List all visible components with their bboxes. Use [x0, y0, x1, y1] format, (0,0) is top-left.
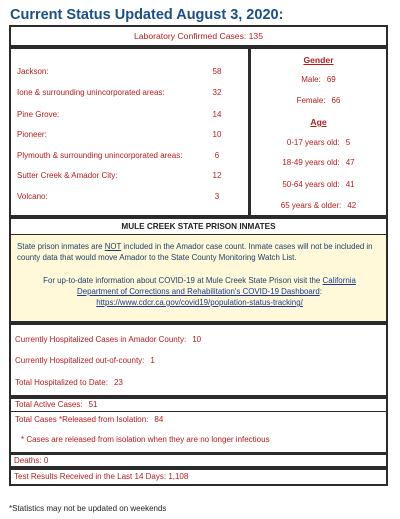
prison-not-emphasis: NOT [104, 242, 122, 251]
released-row [15, 415, 163, 424]
prison-info-colon: : [319, 287, 322, 296]
hospital-label: Total Hospitalized to Date: [15, 378, 108, 387]
hospital-row [15, 335, 201, 344]
age-row [251, 201, 386, 210]
age-label: 18-49 years old: [282, 158, 340, 167]
gender-label: Male: [301, 75, 321, 84]
hospital-value: 23 [113, 378, 123, 387]
gender-row [251, 96, 386, 105]
gender-heading: Gender [303, 55, 334, 65]
tests-label: Test Results Received in the Last 14 Days: [14, 472, 167, 481]
footnote: *Statistics may not be updated on weekends [9, 504, 167, 513]
age-value: 47 [345, 158, 355, 167]
gender-label: Female: [296, 96, 326, 105]
area-value: 3 [214, 192, 220, 201]
age-label: 0-17 years old: [286, 138, 340, 147]
area-row [17, 129, 247, 141]
age-row [251, 138, 386, 147]
active-label: Total Active Cases: [15, 400, 83, 409]
area-value: 32 [212, 88, 222, 97]
age-heading: Age [310, 117, 327, 127]
lab-confirmed-cases [9, 25, 388, 47]
divider [11, 411, 386, 412]
prison-info-text: For up-to-date information about COVID-19 at Mule Creek State Prison visit the [43, 276, 323, 285]
area-label: Pine Grove: [17, 110, 60, 119]
tests-row [9, 468, 388, 486]
area-row [17, 191, 247, 203]
prison-heading: MULE CREEK STATE PRISON INMATES [11, 219, 386, 235]
area-value: 10 [212, 130, 222, 139]
prison-note-text: State prison inmates are [17, 242, 105, 251]
active-value: 51 [88, 400, 98, 409]
demographics-panel [249, 47, 388, 217]
gender-row [251, 75, 386, 84]
tests-value: 1,108 [168, 472, 189, 481]
age-value: 42 [347, 201, 357, 210]
hospital-row [15, 378, 123, 387]
released-label: Total Cases *Released from Isolation: [15, 415, 149, 424]
released-value: 84 [154, 415, 164, 424]
age-label: 50-64 years old: [282, 180, 340, 189]
area-label: Ione & surrounding unincorporated areas: [17, 88, 165, 97]
age-row [251, 158, 386, 167]
area-row [17, 66, 247, 78]
area-label: Volcano: [17, 192, 48, 201]
age-row [251, 180, 386, 189]
hospital-label: Currently Hospitalized out-of-county: [15, 356, 145, 365]
area-value: 12 [212, 171, 222, 180]
hospital-value: 1 [150, 356, 155, 365]
age-label: 65 years & older: [280, 201, 342, 210]
area-label: Pioneer: [17, 130, 47, 139]
lab-label: Laboratory Confirmed Cases: [134, 31, 247, 41]
lab-value: 135 [248, 31, 263, 41]
area-value: 14 [212, 110, 222, 119]
prison-info-paragraph [23, 275, 376, 308]
hospital-value: 10 [192, 335, 202, 344]
deaths-value: 0 [43, 456, 49, 465]
hospitalization-section [9, 323, 388, 397]
gender-value: 66 [331, 96, 341, 105]
cdcr-url-link[interactable]: https://www.cdcr.ca.gov/covid19/population-status-tracking/ [96, 298, 303, 307]
area-value: 58 [212, 67, 222, 76]
area-value: 6 [214, 151, 220, 160]
active-cases-row [15, 400, 98, 409]
area-row [17, 170, 247, 182]
area-row [17, 150, 247, 162]
prison-exclusion-note [17, 241, 382, 263]
area-row [17, 109, 247, 121]
area-label: Jackson: [17, 67, 49, 76]
page-title: Current Status Updated August 3, 2020: [10, 7, 284, 23]
prison-note-text-cont: included in the Amador case count. Inmate cases will not be included in county data that would move Amador to the State County Monitoring Watch List. [17, 242, 373, 262]
released-note: * Cases are released from isolation when they are no longer infectious [21, 435, 270, 444]
deaths-row [9, 453, 388, 468]
prison-inmates-section [9, 217, 388, 323]
area-cases-table [9, 47, 250, 217]
cdcr-dashboard-link[interactable]: California Department of Corrections and Rehabilitation's COVID-19 Dashboard [77, 276, 356, 296]
area-row [17, 87, 247, 99]
hospital-label: Currently Hospitalized Cases in Amador County: [15, 335, 187, 344]
deaths-label: Deaths: [14, 456, 42, 465]
area-label: Sutter Creek & Amador City: [17, 171, 118, 180]
gender-value: 69 [326, 75, 336, 84]
area-label: Plymouth & surrounding unincorporated areas: [17, 151, 183, 160]
age-value: 5 [345, 138, 351, 147]
active-released-section [9, 397, 388, 454]
hospital-row [15, 356, 155, 365]
age-value: 41 [345, 180, 355, 189]
